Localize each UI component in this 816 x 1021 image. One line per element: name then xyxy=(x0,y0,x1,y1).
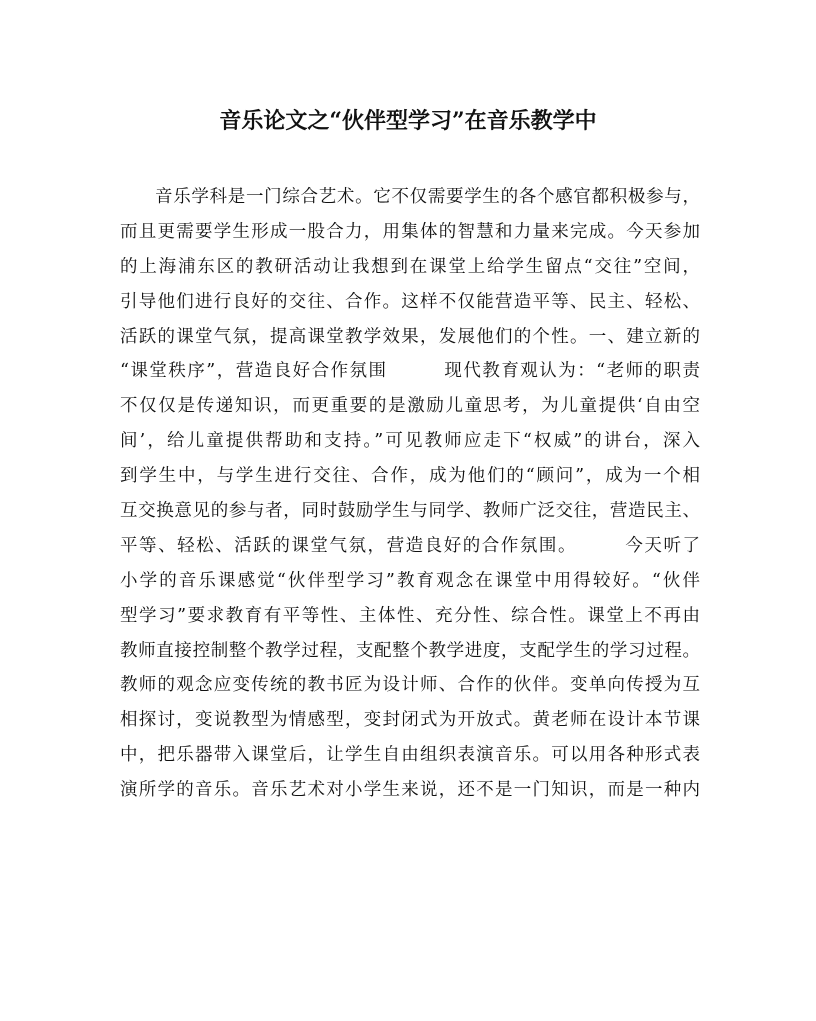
body-line: 的上海浦东区的教研活动让我想到在课堂上给学生留点“交往”空间， xyxy=(120,256,700,277)
body-line: 教师直接控制整个教学过程，支配整个教学进度，支配学生的学习过程。 xyxy=(120,640,700,661)
body-line: 引导他们进行良好的交往、合作。这样不仅能营造平等、民主、轻松、 xyxy=(120,291,700,312)
body-line: 中，把乐器带入课堂后，让学生自由组织表演音乐。可以用各种形式表 xyxy=(120,745,700,766)
body-line: 不仅仅是传递知识，而更重要的是激励儿童思考，为儿童提供‘自由空 xyxy=(120,396,700,417)
body-line: 间’，给儿童提供帮助和支持。”可见教师应走下“权威”的讲台，深入 xyxy=(120,431,700,452)
body-line: 互交换意见的参与者，同时鼓励学生与同学、教师广泛交往，营造民主、 xyxy=(120,501,700,522)
body-line: 到学生中，与学生进行交往、合作，成为他们的“顾问”，成为一个相 xyxy=(120,466,700,487)
body-line: “课堂秩序”，营造良好合作氛围 现代教育观认为：“老师的职责 xyxy=(120,361,700,382)
body-line: 教师的观念应变传统的教书匠为设计师、合作的伙伴。变单向传授为互 xyxy=(120,675,700,696)
body-line: 而且更需要学生形成一股合力，用集体的智慧和力量来完成。今天参加 xyxy=(120,221,700,242)
body-line: 小学的音乐课感觉“伙伴型学习”教育观念在课堂中用得较好。“伙伴 xyxy=(120,570,700,591)
body-line: 音乐学科是一门综合艺术。它不仅需要学生的各个感官都积极参与， xyxy=(155,187,700,207)
document-body xyxy=(120,180,700,808)
document-title: 音乐论文之“伙伴型学习”在音乐教学中 xyxy=(219,108,597,134)
body-line: 活跃的课堂气氛，提高课堂教学效果，发展他们的个性。一、建立新的 xyxy=(120,326,700,347)
body-line: 型学习”要求教育有平等性、主体性、充分性、综合性。课堂上不再由 xyxy=(120,605,700,626)
body-line: 演所学的音乐。音乐艺术对小学生来说，还不是一门知识，而是一种内 xyxy=(120,780,700,801)
body-line: 相探讨，变说教型为情感型，变封闭式为开放式。黄老师在设计本节课 xyxy=(120,710,700,731)
body-line: 平等、轻松、活跃的课堂气氛，营造良好的合作氛围。 今天听了 xyxy=(120,535,700,556)
